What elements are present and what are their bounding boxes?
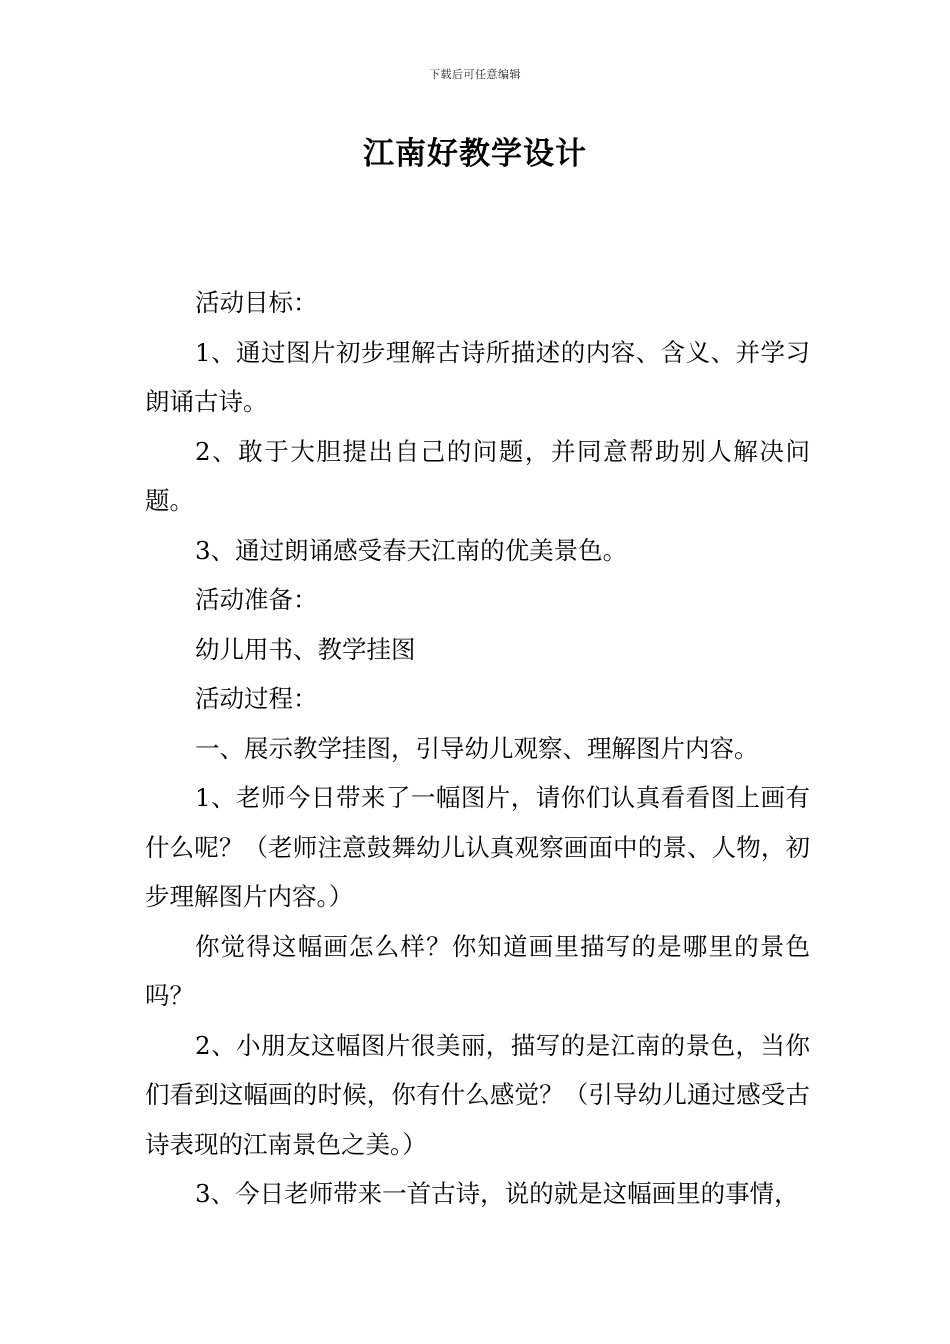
paragraph-preparation-heading: 活动准备：: [195, 585, 318, 614]
paragraph-objective-1: 1、通过图片初步理解古诗所描述的内容、含义、并学习朗诵古诗。: [145, 337, 810, 416]
paragraph-step-one-3: 3、今日老师带来一首古诗，说的就是这幅画里的事情，: [195, 1179, 799, 1208]
document-body: [145, 278, 810, 1219]
paragraph-objective-3: 3、通过朗诵感受春天江南的优美景色。: [195, 535, 628, 565]
paragraph-step-one: 一、展示教学挂图，引导幼儿观察、理解图片内容。: [195, 733, 759, 763]
paragraph-step-one-question: 你觉得这幅画怎么样？你知道画里描写的是哪里的景色吗？: [145, 931, 810, 1010]
paragraph-process-heading: 活动过程：: [195, 684, 318, 713]
paragraph-step-one-1: 1、老师今日带来了一幅图片，请你们认真看看图上画有什么呢？（老师注意鼓舞幼儿认真观察画面中的景、人物，初步理解图片内容。）: [145, 783, 810, 911]
paragraph-preparation-items: 幼儿用书、教学挂图: [195, 634, 416, 664]
document-title: 江南好教学设计: [363, 136, 587, 172]
paragraph-objectives-heading: 活动目标：: [195, 288, 318, 317]
header-note: 下载后可任意编辑: [429, 68, 521, 81]
paragraph-step-one-2: 2、小朋友这幅图片很美丽，描写的是江南的景色，当你们看到这幅画的时候，你有什么感觉？（引导幼儿通过感受古诗表现的江南景色之美。）: [145, 1030, 810, 1159]
paragraph-objective-2: 2、敢于大胆提出自己的问题，并同意帮助别人解决问题。: [145, 436, 810, 515]
